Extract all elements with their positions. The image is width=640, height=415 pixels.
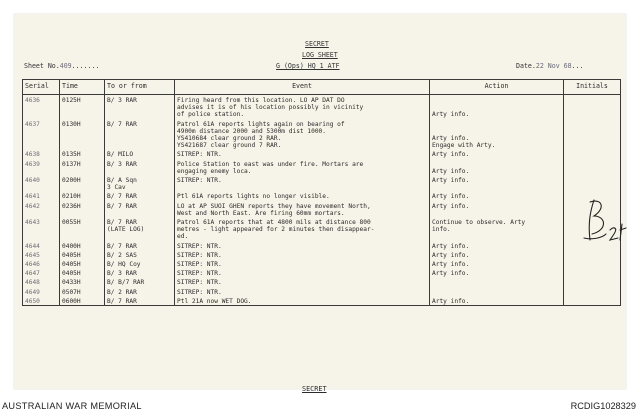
cell-initials [564, 277, 621, 286]
cell-event: SITREP: NTR. [175, 149, 430, 158]
cell-event: Firing heard from this location. LO AP DAT DO advises it is of his location possibly in vicinity of police station. [175, 95, 430, 119]
cell-to-or-from: B/ 7 RAR [105, 296, 175, 306]
column-header-action: Action [430, 80, 564, 95]
cell-to-or-from: B/ 7 RAR [105, 119, 175, 150]
cell-action: Arty info. [430, 250, 564, 259]
log-row [23, 159, 621, 175]
cell-time: 0130H [60, 119, 105, 150]
cell-action: Continue to observe. Arty info. [430, 217, 564, 241]
cell-to-or-from: B/ 7 RAR [105, 191, 175, 200]
cell-event: Ptl 61A reports lights no longer visible. [175, 191, 430, 200]
cell-action: Arty info. [430, 296, 564, 306]
cell-initials [564, 259, 621, 268]
column-header-event: Event [175, 80, 430, 95]
cell-time: 0210H [60, 191, 105, 200]
cell-time: 0135H [60, 149, 105, 158]
log-table-body [23, 95, 621, 306]
cell-action: Arty info. [430, 175, 564, 191]
cell-time: 0405H [60, 268, 105, 277]
cell-serial: 4641 [23, 191, 60, 200]
cell-time: 0405H [60, 259, 105, 268]
cell-time: 0507H [60, 287, 105, 296]
log-table-header [23, 80, 621, 95]
cell-initials [564, 287, 621, 296]
cell-time: 0137H [60, 159, 105, 175]
cell-event: Police Station to east was under fire. Mortars are engaging enemy loca. [175, 159, 430, 175]
cell-initials [564, 296, 621, 306]
cell-to-or-from: B/ A Sqn 3 Cav [105, 175, 175, 191]
cell-to-or-from: B/ 3 RAR [105, 159, 175, 175]
column-header-initials: Initials [564, 80, 621, 95]
log-row [23, 175, 621, 191]
cell-initials [564, 119, 621, 150]
cell-time: 0433H [60, 277, 105, 286]
sheet-number-value: 409 [59, 62, 72, 70]
cell-event: SITREP: NTR. [175, 250, 430, 259]
cell-initials [564, 175, 621, 191]
log-row [23, 201, 621, 217]
cell-initials [564, 159, 621, 175]
log-row [23, 217, 621, 241]
column-header-serial: Serial [23, 80, 60, 95]
sheet-number-label: Sheet No. [24, 62, 60, 70]
cell-time: 0125H [60, 95, 105, 119]
cell-serial: 4647 [23, 268, 60, 277]
footer-classification: SECRET [302, 385, 327, 393]
cell-to-or-from: B/ 2 SAS [105, 250, 175, 259]
cell-action: Arty info. [430, 149, 564, 158]
cell-time: 0600H [60, 296, 105, 306]
cell-event: LO at AP SUOI GHEN reports they have movement North, West and North East. Are firing 60mm mortars. [175, 201, 430, 217]
cell-event: SITREP: NTR. [175, 175, 430, 191]
cell-serial: 4644 [23, 241, 60, 250]
cell-action: Arty info. [430, 241, 564, 250]
log-row [23, 268, 621, 277]
cell-action: Arty info. [430, 95, 564, 119]
header-classification: SECRET [305, 40, 329, 48]
cell-time: 0236H [60, 201, 105, 217]
cell-action [430, 287, 564, 296]
cell-serial: 4638 [23, 149, 60, 158]
cell-time: 0055H [60, 217, 105, 241]
cell-to-or-from: B/ 3 RAR [105, 95, 175, 119]
cell-to-or-from: B/ 2 RAR [105, 287, 175, 296]
cell-serial: 4639 [23, 159, 60, 175]
cell-to-or-from: B/ 7 RAR [105, 241, 175, 250]
cell-to-or-from: B/ 3 RAR [105, 268, 175, 277]
cell-serial: 4649 [23, 287, 60, 296]
archive-record-id: RCDIG1028329 [570, 401, 636, 411]
cell-serial: 4648 [23, 277, 60, 286]
date-field: Date.22 Nov 68... [516, 62, 584, 70]
cell-initials [564, 268, 621, 277]
cell-initials [564, 95, 621, 119]
cell-serial: 4637 [23, 119, 60, 150]
log-sheet-page [14, 14, 626, 393]
column-header-to-or-from: To or from [105, 80, 175, 95]
cell-time: 0400H [60, 241, 105, 250]
cell-action: Arty info. [430, 259, 564, 268]
log-row [23, 296, 621, 306]
cell-serial: 4645 [23, 250, 60, 259]
cell-event: SITREP: NTR. [175, 259, 430, 268]
cell-action: Arty info. [430, 191, 564, 200]
cell-action [430, 277, 564, 286]
cell-to-or-from: B/ HQ Coy [105, 259, 175, 268]
cell-to-or-from: B/ 7 RAR (LATE LOG) [105, 217, 175, 241]
cell-serial: 4642 [23, 201, 60, 217]
cell-time: 0200H [60, 175, 105, 191]
sheet-number-field: Sheet No.409....... [24, 62, 100, 70]
log-row [23, 149, 621, 158]
cell-time: 0405H [60, 250, 105, 259]
signature-initials [580, 194, 634, 252]
cell-action: Arty info. [430, 159, 564, 175]
cell-serial: 4643 [23, 217, 60, 241]
date-value: 22 Nov 68 [535, 62, 572, 70]
cell-serial: 4646 [23, 259, 60, 268]
log-row [23, 95, 621, 119]
cell-initials [564, 149, 621, 158]
cell-event: SITREP: NTR. [175, 277, 430, 286]
log-row [23, 241, 621, 250]
log-row [23, 191, 621, 200]
cell-to-or-from: B/ 7 RAR [105, 201, 175, 217]
log-row [23, 287, 621, 296]
archive-name: AUSTRALIAN WAR MEMORIAL [2, 401, 142, 411]
log-row [23, 250, 621, 259]
cell-event: Patrol 61A reports that at 4800 mils at distance 800 metres - light appeared for 2 minutes then disappear- ed. [175, 217, 430, 241]
cell-action: Arty info. [430, 201, 564, 217]
log-row [23, 119, 621, 150]
cell-event: SITREP: NTR. [175, 287, 430, 296]
date-label: Date [516, 62, 532, 70]
cell-serial: 4650 [23, 296, 60, 306]
cell-action: Arty info. [430, 268, 564, 277]
cell-action: Arty info. Engage with Arty. [430, 119, 564, 150]
header-title: LOG SHEET [302, 51, 338, 59]
cell-event: SITREP: NTR. [175, 241, 430, 250]
cell-serial: 4636 [23, 95, 60, 119]
cell-to-or-from: B/ B/7 RAR [105, 277, 175, 286]
column-header-time: Time [60, 80, 105, 95]
log-row [23, 259, 621, 268]
attribution-bar [0, 397, 640, 415]
cell-event: Patrol 61A reports lights again on bearing of 4900m distance 2000 and 5300m dist 1000. YS410684 clear ground 2 RAR. YS421687 clear ground 7 RAR. [175, 119, 430, 150]
unit-name: G (Ops) HQ 1 ATF [276, 62, 340, 70]
cell-event: Ptl 21A now WET DOG. [175, 296, 430, 306]
cell-to-or-from: B/ MILO [105, 149, 175, 158]
cell-event: SITREP: NTR. [175, 268, 430, 277]
log-table [22, 79, 621, 306]
log-row [23, 277, 621, 286]
cell-serial: 4640 [23, 175, 60, 191]
